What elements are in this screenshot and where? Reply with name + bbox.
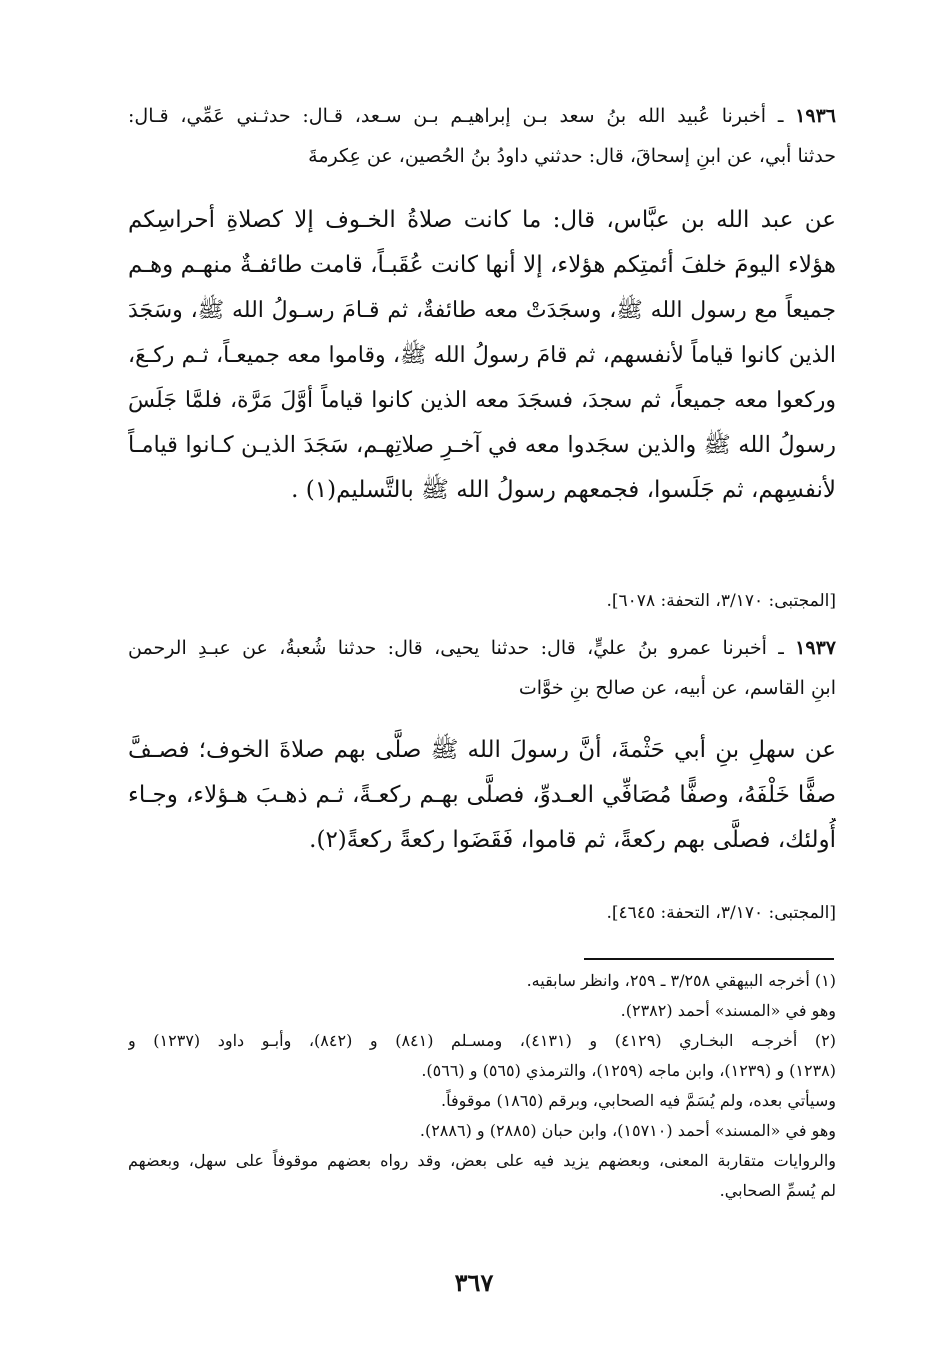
hadith-1937-isnad — [128, 628, 836, 708]
matn-line: لأنفسِهم، ثم جَلَسوا، فجمعهم رسولُ الله ﷺ بالتَّسليم(١) . — [291, 477, 836, 503]
footnote-line: والروايات متقاربة المعنى، وبعضهم يزيد فيه على بعض، وقد رواه بعضهم موقوفاً على سهل، وبعضهم — [128, 1151, 836, 1170]
hadith-1936-isnad — [128, 96, 836, 176]
footnotes — [128, 966, 836, 1206]
footnote-line: وهو في «المسند» أحمد (٢٣٨٢). — [620, 1001, 836, 1020]
page-number: ٣٦٧ — [454, 1268, 494, 1297]
matn-line: أُولئك، فصلَّى بهم ركعةً، ثم قاموا، فَقَضَوا ركعةً ركعةً(٢). — [309, 827, 836, 853]
matn-line: وركعوا معه جميعاً، ثم سجدَ، فسجَدَ معه الذين كانوا قياماً أوَّلَ مَرَّة، فلمَّا جَلَسَ — [128, 388, 836, 413]
isnad-line: ابنِ القاسم، عن أبيه، عن صالح بنِ خوَّات — [518, 677, 836, 699]
hadith-1936-matn — [128, 198, 836, 513]
hadith-1936-source: [المجتبى: ٣/١٧٠، التحفة: ٦٠٧٨]. — [606, 591, 836, 611]
footnote-line: وهو في «المسند» أحمد (١٥٧١٠)، وابن حبان (٢٨٨٥) و (٢٨٨٦). — [419, 1121, 836, 1140]
matn-line: رسولُ الله ﷺ والذين سجَدوا معه في آخـرِ صلاتِهـم، سَجَدَ الذيـن كـانوا قيامـاً — [128, 432, 836, 458]
matn-line: عن عبد الله بن عبَّاس، قال: ما كانت صلاةُ الخـوف إلا كصلاةِ أحراسِكم — [128, 207, 836, 233]
footnote-line: (١) أخرجه البيهقي ٣/٢٥٨ ـ ٢٥٩، وانظر سابقيه. — [526, 971, 836, 990]
isnad-line: ١٩٣٧ ـ أخبرنا عمرو بنُ عليٍّ، قال: حدثنا يحيى، قال: حدثنا شُعبةُ، عن عبـدِ الرحمن — [128, 637, 836, 659]
footnote-divider — [584, 958, 834, 960]
footnote-line: وسيأتي بعده، ولم يُسَمَّ فيه الصحابي، وبرقم (١٨٦٥) موقوفاً. — [441, 1091, 836, 1110]
footnote-line: (٢) أخرجـه البخـاري (٤١٢٩) و (٤١٣١)، ومسـلم (٨٤١) و (٨٤٢)، وأبـو داود (١٢٣٧) و — [128, 1031, 836, 1050]
hadith-number: ١٩٣٧ — [795, 637, 836, 659]
matn-line: الذين كانوا قياماً لأنفسهم، ثم قامَ رسولُ الله ﷺ، وقاموا معه جميعـاً، ثـم ركـعَ، — [128, 343, 836, 368]
matn-line: جميعاً مع رسول الله ﷺ، وسجَدَتْ معه طائفةٌ، ثم قـامَ رسـولُ الله ﷺ، وسَجَدَ — [128, 298, 836, 323]
matn-line: صفًّا خَلْفَهُ، وصفًّا مُصَافِّي العـدوِّ، فصلَّى بهـم ركعـةً، ثـم ذهـبَ هـؤلاء، وجـاء — [128, 782, 836, 808]
hadith-1937-matn — [128, 728, 836, 863]
footnote-line: (١٢٣٨) و (١٢٣٩)، وابن ماجه (١٢٥٩)، والترمذي (٥٦٥) و (٥٦٦). — [421, 1061, 836, 1080]
hadith-1937-source: [المجتبى: ٣/١٧٠، التحفة: ٤٦٤٥]. — [606, 903, 836, 923]
isnad-line: حدثنا أبي، عن ابنِ إسحاقَ، قال: حدثني داودُ بنُ الحُصين، عن عِكرمةَ — [308, 145, 836, 167]
matn-line: هؤلاء اليومَ خلفَ أئمتِكم هؤلاء، إلا أنها كانت عُقَبـاً، قامت طائفـةٌ منهـم وهـم — [128, 252, 836, 278]
footnote-line: لم يُسمِّ الصحابي. — [719, 1181, 836, 1200]
matn-line: عن سهلِ بنِ أبي حَثْمةَ، أنَّ رسولَ الله ﷺ صلَّى بهم صلاةَ الخوف؛ فصـفَّ — [128, 737, 836, 763]
isnad-line: ١٩٣٦ ـ أخبرنا عُبيد الله بنُ سعد بـن إبراهيـم بـن سـعد، قـال: حدثـني عَمِّي، قـال: — [128, 105, 836, 127]
hadith-number: ١٩٣٦ — [795, 105, 836, 127]
